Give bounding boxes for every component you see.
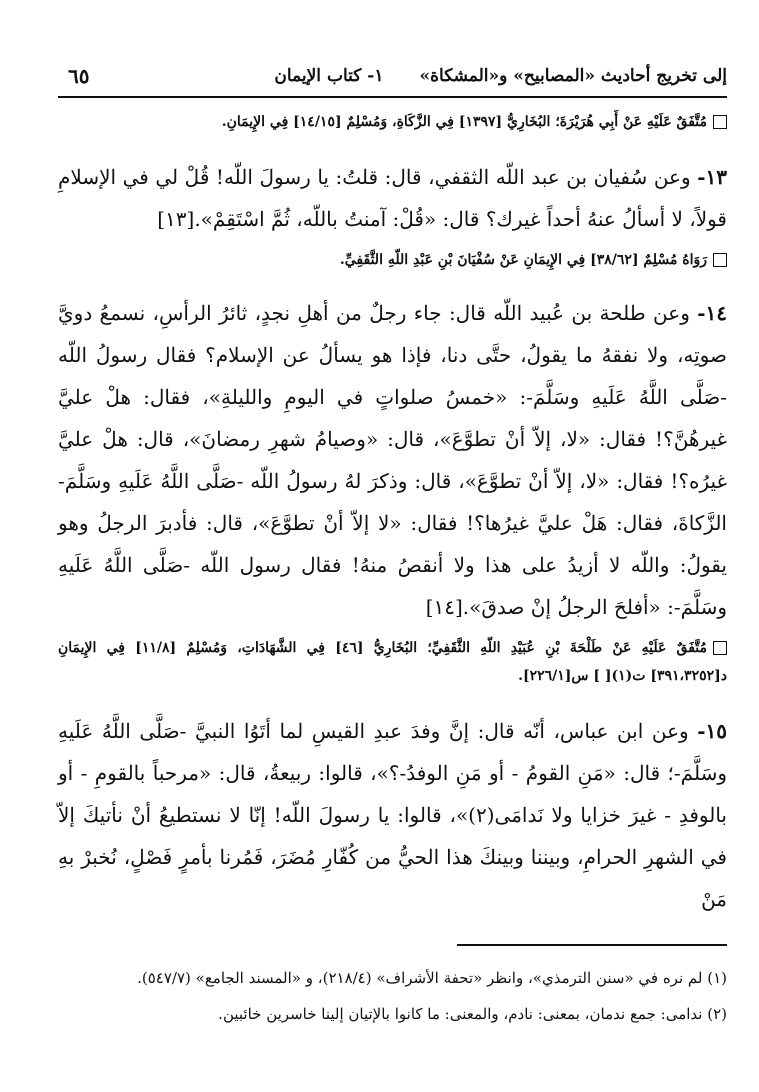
takhrij-13 [58,246,727,274]
running-book-title: إلى تخريج أحاديث «المصابيح» و«المشكاة» [419,66,727,86]
square-marker-icon [713,253,727,267]
hadith-13 [58,156,727,240]
header-titles [274,66,727,86]
hadith-15-number: ١٥- [697,719,727,743]
hadith-14-number: ١٤- [697,301,727,325]
takhrij-12 [58,108,727,136]
hadith-14-text: وعن طلحة بن عُبيد اللّه قال: جاء رجلٌ من أهلِ نجدٍ، ثائرُ الرأسِ، نسمعُ دويَّ صوتِه، ولا نفقهُ ما يقولُ، حتَّى دنا، فإذا هو يسألُ عن الإسلام؟ فقال رسولُ اللّه -صَلَّى اللَّهُ عَلَيهِ وسَلَّمَ-: «خمسُ صلواتٍ في اليومِ والليلةِ»، فقال: هلْ عليَّ غيرهُنَّ؟! فقال: «لا، إلاّ أنْ تطوَّعَ»، قال: «وصيامُ شهرِ رمضانَ»، قال: هلْ عليَّ غيرُه؟! فقال: «لا، إلاّ أنْ تطوَّعَ»، قال: وذكرَ لهُ رسولُ اللّه -صَلَّى اللَّهُ عَلَيهِ وسَلَّمَ- الزَّكاةَ، فقال: هَلْ عليَّ غيرُها؟! فقال: «لا إلاّ أنْ تطوَّعَ»، قال: فأدبرَ الرجلُ وهو يقولُ: واللّه لا أزيدُ على هذا ولا أنقصُ منهُ! فقال رسول اللّه -صَلَّى اللَّهُ عَلَيهِ وسَلَّمَ-: «أفلحَ الرجلُ إنْ صدقَ».[١٤] [58,301,727,619]
footnotes [58,960,727,1032]
footnote-divider [457,944,727,946]
running-chapter-title: ١- كتاب الإيمان [274,66,384,86]
takhrij-12-text: مُتَّفَقٌ عَلَيْهِ عَنْ أَبِي هُرَيْرَةَ؛ البُخَارِيُّ [١٣٩٧] فِي الزَّكَاةِ، وَمُسْلِمٌ [١٤/١٥] فِي الإِيمَانِ. [221,114,707,130]
square-marker-icon [713,641,727,655]
hadith-13-number: ١٣- [697,165,728,189]
hadith-14 [58,292,727,628]
page-header [58,56,727,98]
takhrij-14-text: مُتَّفَقٌ عَلَيْهِ عَنْ طَلْحَةَ بْنِ عُبَيْدِ اللّهِ الثَّقَفِيِّ؛ البُخَارِيُّ [٤٦] فِي الشَّهَادَاتِ، وَمُسْلِمٌ [١١/٨] فِي الإِيمَانِ د[٣٩١،٣٢٥٢] ت(١)[ ] س[٢٢٦/١]. [58,640,727,684]
hadith-15 [58,710,727,920]
page-number: ٦٥ [68,64,90,88]
page-body [58,108,727,920]
hadith-15-text: وعن ابن عباس، أنّه قال: إنَّ وفدَ عبدِ القيسِ لما أتَوُا النبيَّ -صَلَّى اللَّهُ عَلَيهِ وسَلَّمَ-؛ قال: «مَنِ القومُ - أو مَنِ الوفدُ-؟»، قالوا: ربيعةُ، قال: «مرحباً بالقومِ - أو بالوفدِ - غيرَ خزايا ولا نَدامَى(٢)»، قالوا: يا رسولَ اللّه! إنّا لا نستطيعُ أنْ نأتيكَ إلاّ في الشهرِ الحرامِ، وبيننا وبينكَ هذا الحيُّ من كُفّارِ مُضَرَ، فَمُرنا بأمرٍ فَصْلٍ، نُخبرْ بهِ مَنْ [58,719,728,911]
footnote-2: (٢) ندامى: جمع ندمان، بمعنى: نادم، والمعنى: ما كانوا بالإتيان إلينا خاسرين خائبين. [218,1005,727,1023]
hadith-13-text: وعن سُفيان بن عبد اللّه الثقفي، قال: قلتُ: يا رسولَ اللّه! قُلْ لي في الإسلامِ قولاً، لا أسألُ عنهُ أحداً غيرك؟ قال: «قُلْ: آمنتُ باللّه، ثُمَّ اسْتَقِمْ».[١٣] [58,165,727,231]
square-marker-icon [713,115,727,129]
footnote-1: (١) لم نره في «سنن الترمذي»، وانظر «تحفة الأشراف» (٢١٨/٤)، و «المسند الجامع» (٥٤٧/٧). [137,969,727,987]
takhrij-14 [58,634,727,690]
takhrij-13-text: رَوَاهُ مُسْلِمٌ [٣٨/٦٢] فِي الإِيمَانِ عَنْ سُفْيَانَ بْنِ عَبْدِ اللّهِ الثَّقَفِيِّ. [339,252,707,268]
